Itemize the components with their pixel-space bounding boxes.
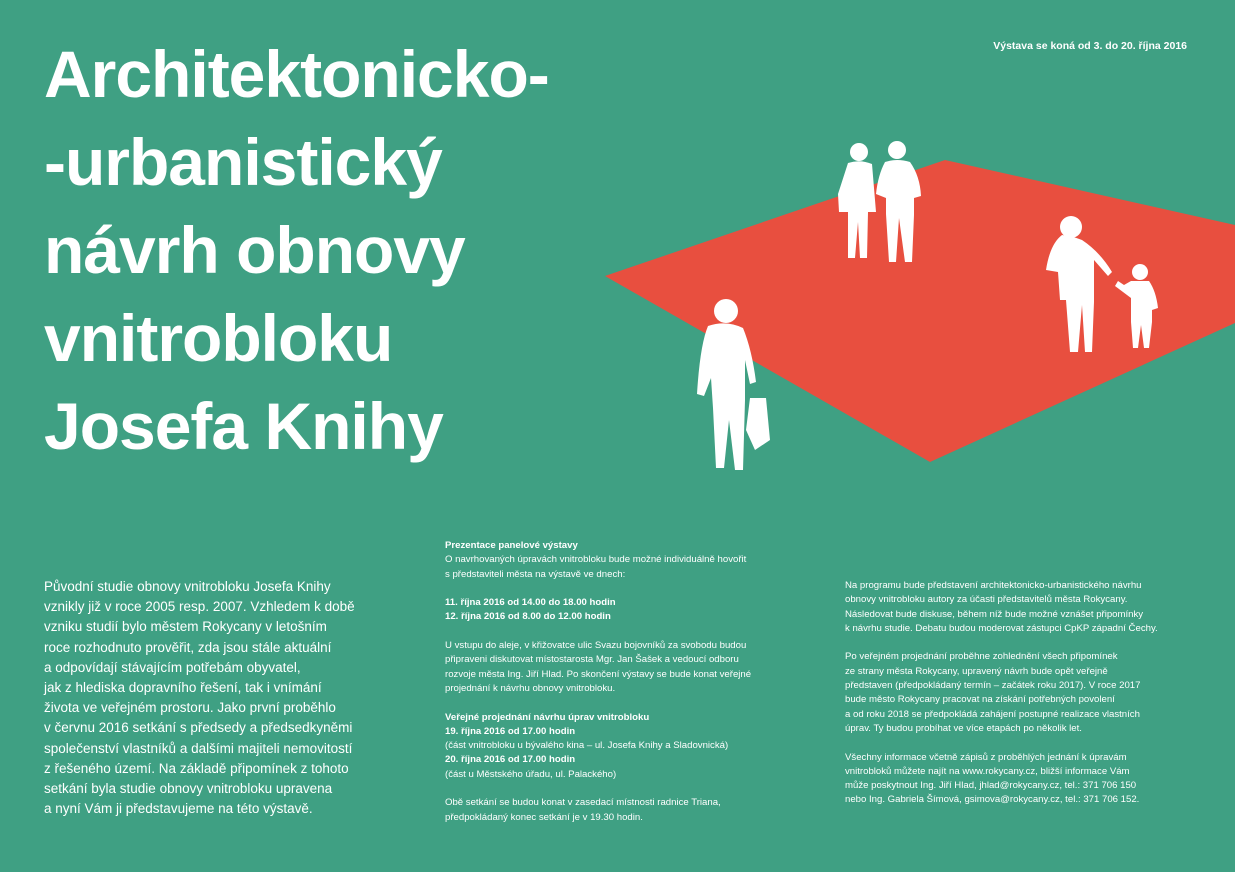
program-info-column [845, 579, 1205, 808]
closing-line: Obě setkání se budou konat v zasedací místnosti radnice Triana, [445, 797, 721, 809]
intro-line: v červnu 2016 setkání s předsedy a předsedkyněmi [44, 720, 353, 736]
intro-line: jak z hlediska dopravního řešení, tak i vnímání [44, 680, 322, 696]
exhibition-intro-line: s představiteli města na výstavě ve dnech: [445, 568, 626, 580]
intro-line: roce rozhodnuto prověřit, zda jsou stále aktuální [44, 639, 332, 655]
spacer [445, 625, 805, 639]
contact-line: může poskytnout Ing. Jiří Hlad, jhlad@rokycany.cz, tel.: 371 706 150 [845, 780, 1137, 792]
meeting-place: (část u Městského úřadu, ul. Palackého) [445, 768, 617, 780]
intro-text [44, 577, 404, 819]
contact-line: nebo Ing. Gabriela Šímová, gsimova@rokycany.cz, tel.: 371 706 152. [845, 794, 1140, 806]
program-line: Na programu bude představení architektonicko-urbanistického návrhu [845, 580, 1142, 591]
title-line: -urbanistický [44, 125, 442, 199]
after-line: ze strany města Rokycany, upravený návrh bude opět veřejně [845, 665, 1108, 677]
meeting-place: (část vnitrobloku u bývalého kina – ul. Josefa Knihy a Sladovnická) [445, 740, 729, 752]
meeting-date: 20. října 2016 od 17.00 hodin [445, 754, 576, 766]
spacer [445, 582, 805, 596]
after-line: bude město Rokycany pracovat na získání potřebných povolení [845, 694, 1115, 706]
public-meeting-heading: Veřejné projednání návrhu úprav vnitrobloku [445, 711, 650, 723]
title-line: návrh obnovy [44, 213, 465, 287]
contact-line: Všechny informace včetně zápisů z proběhlých jednání k úpravám [845, 751, 1127, 763]
exhibition-intro-line: O navrhovaných úpravách vnitrobloku bude možné individuálně hovořit [445, 554, 747, 566]
intro-line: z řešeného území. Na základě připomínek z tohoto [44, 760, 349, 776]
spacer [845, 636, 1205, 650]
after-line: představen (předpokládaný termín – začátek roku 2017). V roce 2017 [845, 680, 1141, 692]
entrance-line: U vstupu do aleje, v křižovatce ulic Svazu bojovníků za svobodu budou [445, 640, 747, 652]
entrance-line: rozvoje města Ing. Jiří Hlad. Po skončení výstavy se bude konat veřejné [445, 668, 752, 680]
exhibition-heading: Prezentace panelové výstavy [445, 540, 578, 551]
exhibition-date: Výstava se koná od 3. do 20. října 2016 [993, 40, 1187, 52]
contact-line: vnitrobloků můžete najít na www.rokycany.cz, bližší informace Vám [845, 765, 1130, 777]
spacer [445, 696, 805, 710]
exhibition-date-line: 12. října 2016 od 8.00 do 12.00 hodin [445, 611, 611, 623]
title-line: Josefa Knihy [44, 389, 443, 463]
title-line: Architektonicko- [44, 37, 549, 111]
entrance-line: připraveni diskutovat místostarosta Mgr. Jan Šašek a vedoucí odboru [445, 654, 739, 666]
intro-line: společenství vlastníků a dalšími majiteli nemovitostí [44, 740, 353, 756]
intro-line: a nyní Vám ji představujeme na této výstavě. [44, 801, 313, 817]
program-line: Následovat bude diskuse, během níž bude možné vznášet připomínky [845, 608, 1144, 620]
intro-line: setkání byla studie obnovy vnitrobloku upravena [44, 781, 333, 797]
entrance-line: projednání k návrhu obnovy vnitrobloku. [445, 682, 616, 694]
title-line: vnitrobloku [44, 301, 393, 375]
intro-line: vznikly již v roce 2005 resp. 2007. Vzhledem k době [44, 599, 355, 615]
intro-line: a odpovídají stávajícím potřebám obyvatel, [44, 659, 301, 675]
after-line: Po veřejném projednání proběhne zohlednění všech připomínek [845, 651, 1118, 663]
spacer [845, 736, 1205, 750]
intro-line: Původní studie obnovy vnitrobloku Josefa Knihy [44, 579, 331, 594]
spacer [445, 782, 805, 796]
intro-line: života ve veřejném prostoru. Jako první proběhlo [44, 700, 336, 716]
after-line: a od roku 2018 se předpokládá zahájení postupné realizace vlastních [845, 708, 1140, 720]
meeting-date: 19. října 2016 od 17.00 hodin [445, 725, 576, 737]
exhibition-date-line: 11. října 2016 od 14.00 do 18.00 hodin [445, 597, 616, 609]
program-line: obnovy vnitrobloku autory za účasti představitelů města Rokycany. [845, 594, 1128, 606]
after-line: úprav. Ty budou probíhat ve více etapách po několik let. [845, 722, 1082, 734]
program-line: k návrhu studie. Debatu budou moderovat zástupci CpKP západní Čechy. [845, 622, 1158, 634]
intro-line: vzniku studií bylo městem Rokycany v letošním [44, 619, 327, 635]
closing-line: předpokládaný konec setkání je v 19.30 hodin. [445, 811, 643, 823]
exhibition-info-column [445, 539, 805, 825]
